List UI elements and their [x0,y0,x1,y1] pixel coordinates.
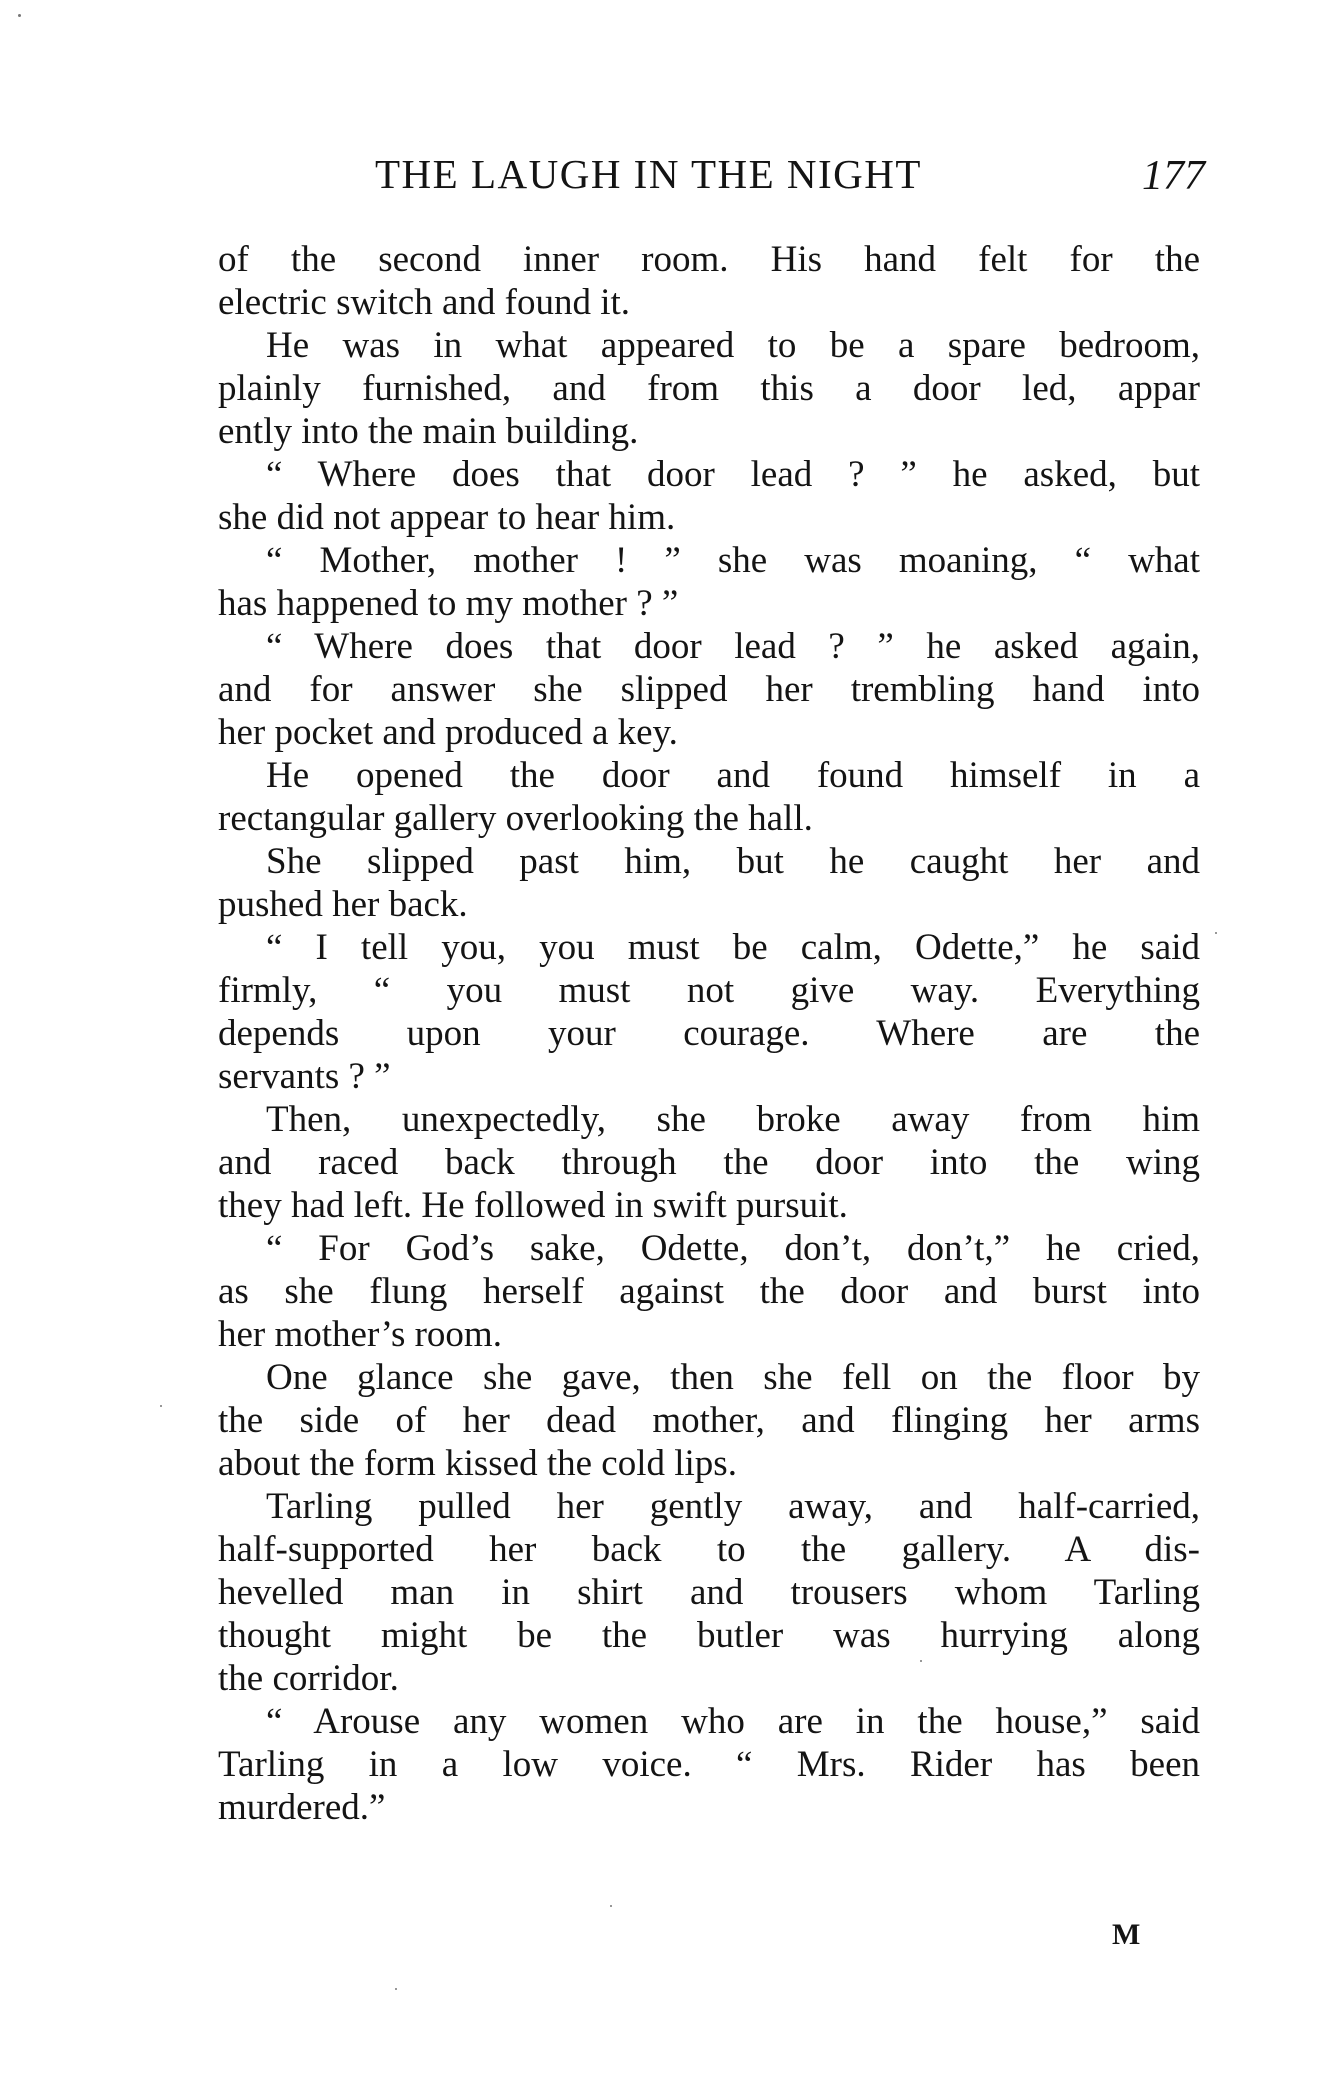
text-line: She slipped past him, but he caught her and [266,841,1200,882]
text-line: Tarling pulled her gently away, and half-carried, [266,1486,1200,1527]
scan-speck [920,1660,922,1662]
body-text [218,238,1200,1829]
text-line: murdered.” [218,1787,386,1828]
text-line: she did not appear to hear him. [218,497,676,538]
text-line: pushed her back. [218,884,468,925]
running-title: THE LAUGH IN THE NIGHT [375,151,922,197]
text-line: her mother’s room. [218,1314,502,1355]
text-line: Tarling in a low voice. “ Mrs. Rider has been [218,1744,1200,1785]
text-line: electric switch and found it. [218,282,631,323]
text-line: the side of her dead mother, and flinging her arms [218,1400,1200,1441]
text-line: “ Where does that door lead ? ” he asked, but [266,454,1200,495]
text-line: “ I tell you, you must be calm, Odette,” he said [266,927,1200,968]
text-line: thought might be the butler was hurrying along [218,1615,1200,1656]
text-line: servants ? ” [218,1056,391,1097]
signature-mark: M [1112,1918,1142,1951]
text-line: He opened the door and found himself in a [266,755,1200,796]
text-line: firmly, “ you must not give way. Everything [218,970,1200,1011]
text-line: about the form kissed the cold lips. [218,1443,737,1484]
text-line: has happened to my mother ? ” [218,583,679,624]
running-head [375,150,1205,210]
text-line: Then, unexpectedly, she broke away from him [266,1099,1200,1140]
scan-speck [18,14,21,17]
text-line: One glance she gave, then she fell on the floor by [266,1357,1200,1398]
text-line: and for answer she slipped her trembling hand into [218,669,1200,710]
scan-speck [395,1988,397,1990]
scan-speck [610,1905,612,1907]
text-line: “ Mother, mother ! ” she was moaning, “ what [266,540,1200,581]
text-line: her pocket and produced a key. [218,712,678,753]
text-line: the corridor. [218,1658,399,1699]
text-line: plainly furnished, and from this a door led, appar [218,368,1200,409]
scan-speck [160,1405,162,1407]
text-line: as she flung herself against the door and burst into [218,1271,1200,1312]
text-line: depends upon your courage. Where are the [218,1013,1200,1054]
text-line: of the second inner room. His hand felt for the [218,239,1200,280]
text-line: “ Arouse any women who are in the house,” said [266,1701,1200,1742]
text-line: He was in what appeared to be a spare bedroom, [266,325,1200,366]
text-line: they had left. He followed in swift pursuit. [218,1185,848,1226]
text-line: rectangular gallery overlooking the hall. [218,798,813,839]
scan-speck [1215,932,1217,934]
text-line: “ For God’s sake, Odette, don’t, don’t,” he cried, [266,1228,1200,1269]
text-line: ently into the main building. [218,411,639,452]
text-line: hevelled man in shirt and trousers whom Tarling [218,1572,1200,1613]
page-number: 177 [1142,153,1205,199]
text-line: “ Where does that door lead ? ” he asked again, [266,626,1200,667]
text-line: half-supported her back to the gallery. A dis- [218,1529,1200,1570]
text-line: and raced back through the door into the wing [218,1142,1200,1183]
